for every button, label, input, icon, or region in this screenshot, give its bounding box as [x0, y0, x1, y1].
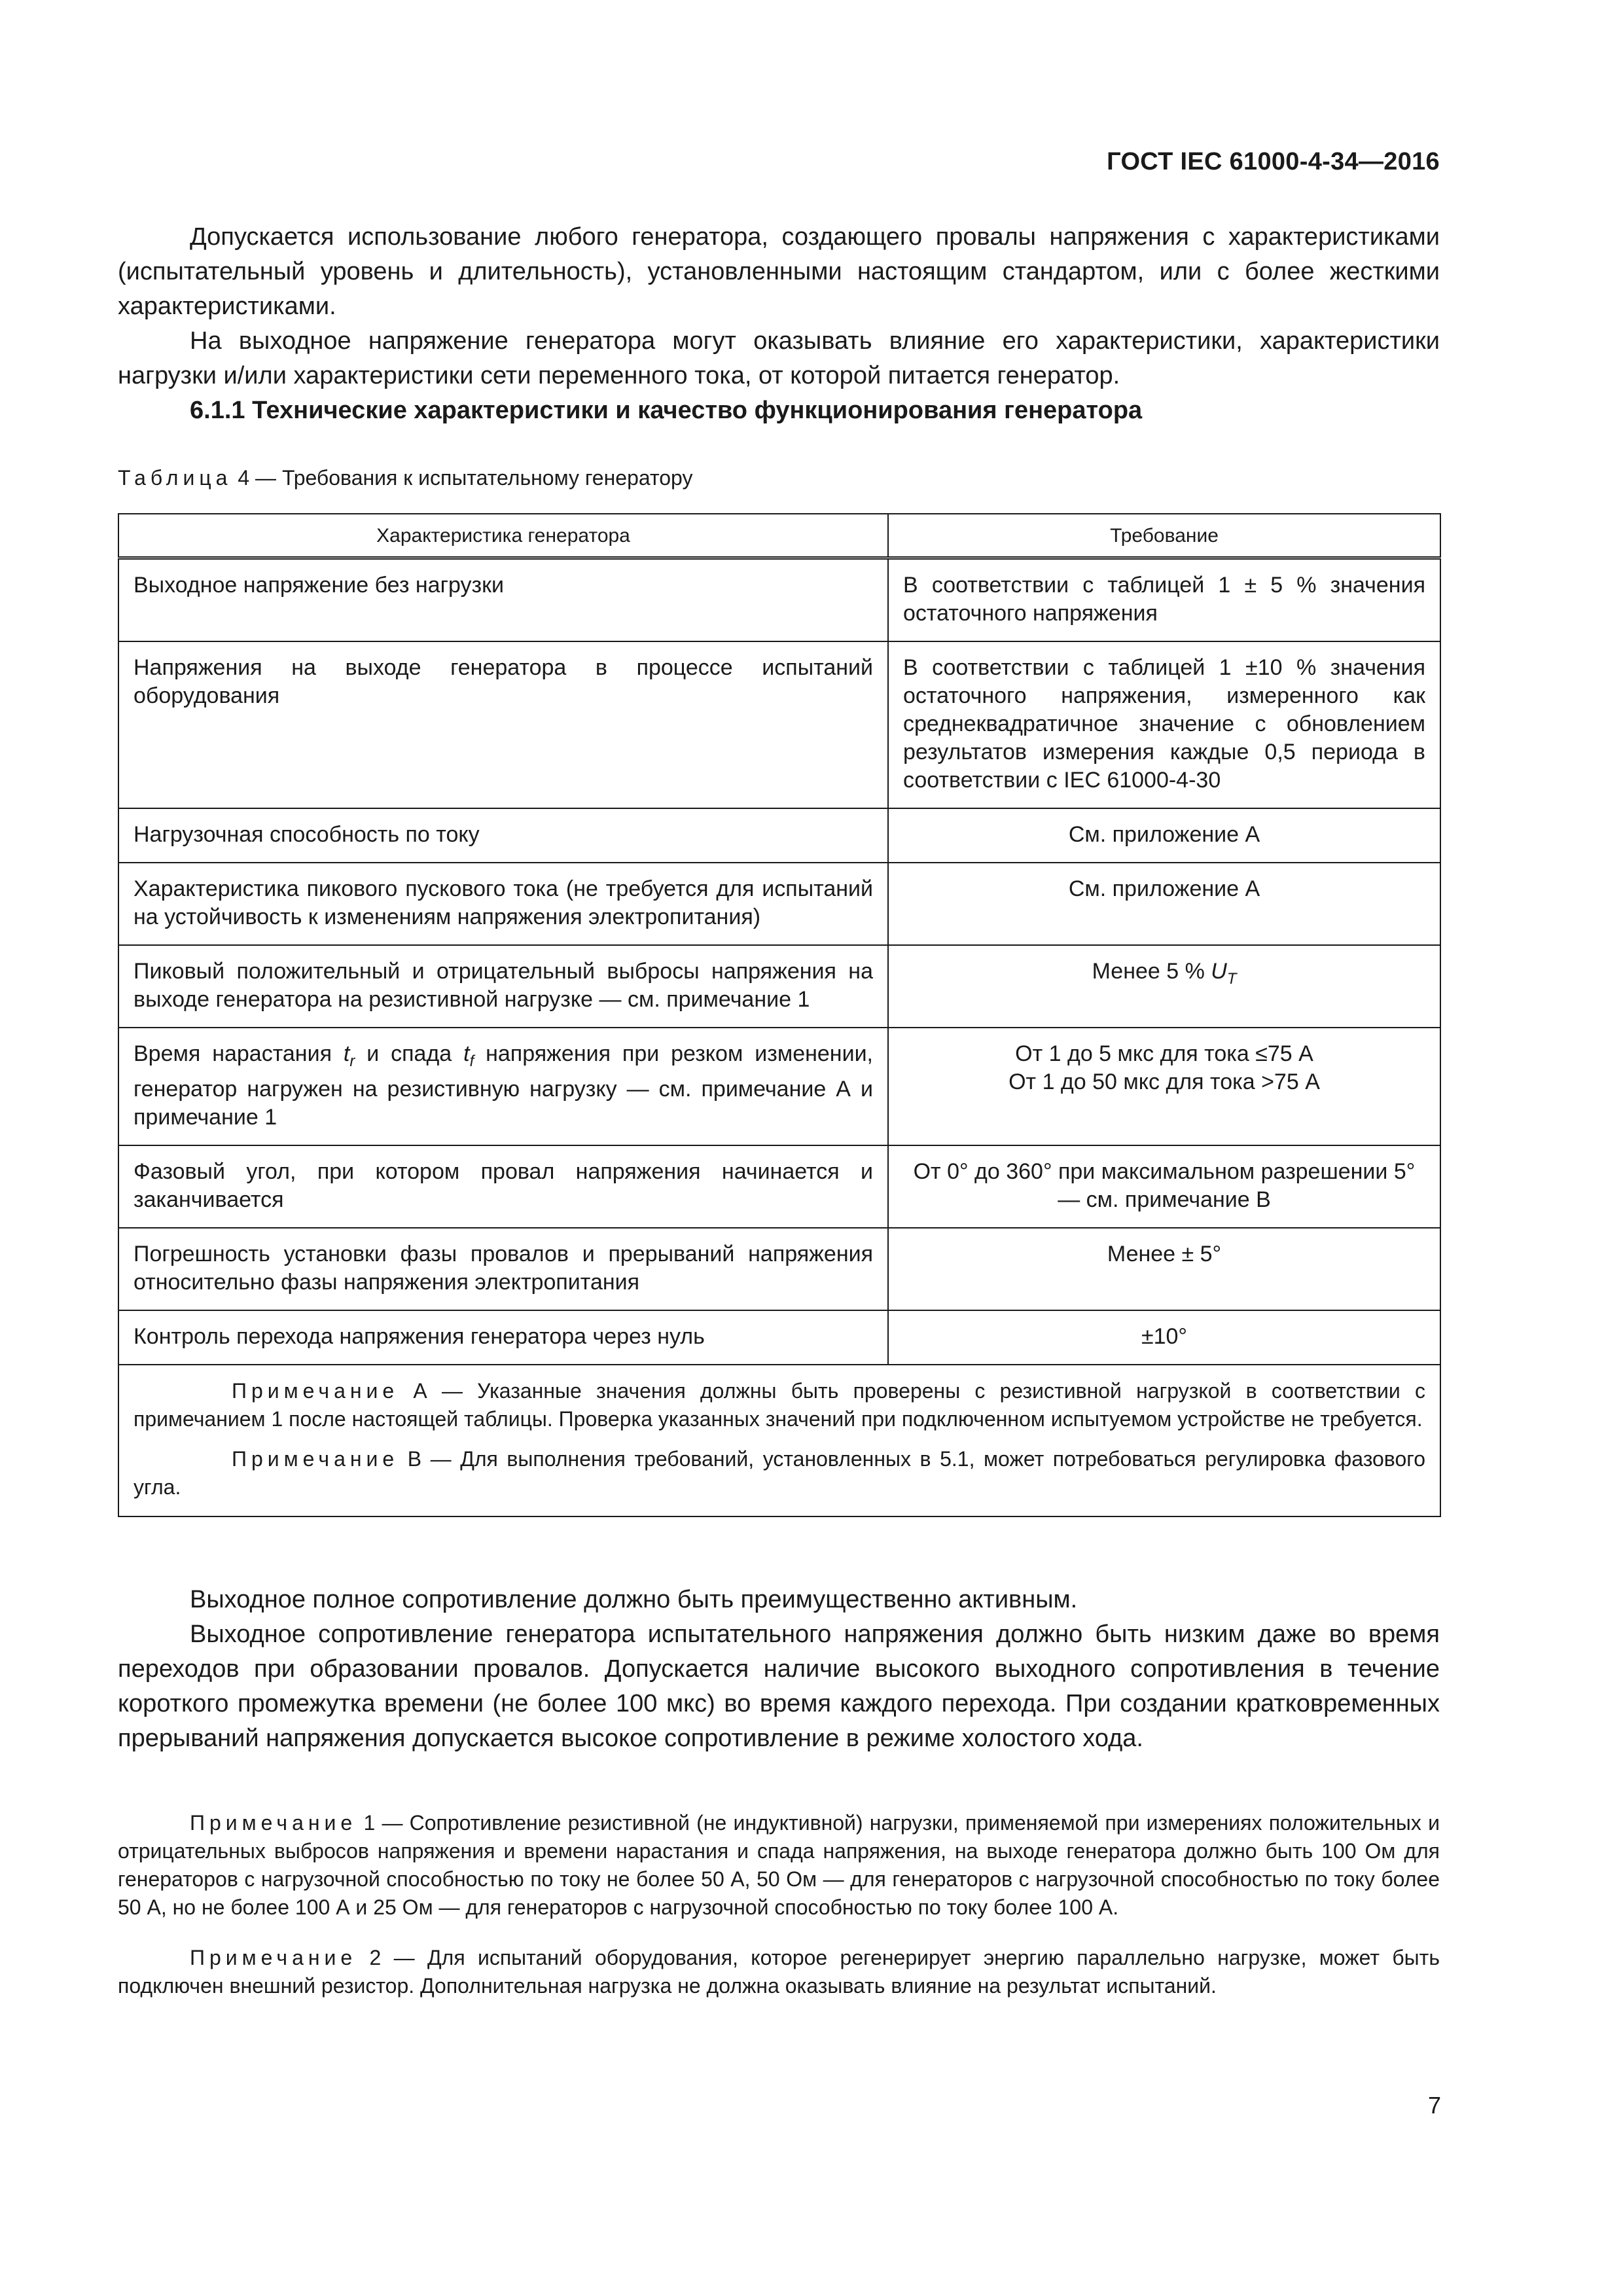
characteristic-cell: Погрешность установки фазы провалов и прерываний напряжения относительно фазы напряжения электропитания [118, 1228, 888, 1310]
column-header-requirement: Требование [888, 514, 1440, 558]
table-header-row [118, 514, 1440, 558]
section-heading [190, 397, 1142, 425]
table-row [118, 863, 1440, 945]
table-caption-text: 4 — Требования к испытательному генератору [238, 466, 693, 490]
table-notes-cell [118, 1365, 1440, 1516]
fall-time-symbol: $t_f$ [463, 1041, 474, 1070]
characteristic-cell: Пиковый положительный и отрицательный выбросы напряжения на выходе генератора на резистивной нагрузке — см. примечание 1 [118, 945, 888, 1028]
requirement-cell: В соответствии с таблицей 1 ±10 % значения остаточного напряжения, измеренного как среднеквадратичное значение с обновлением результатов измерения каждые 0,5 периода в соответствии с IEC 61000-4-30 [888, 641, 1440, 808]
intro-text [118, 220, 1440, 393]
notes-block [118, 1809, 1440, 2022]
table-row [118, 1028, 1440, 1145]
characteristic-cell: Контроль перехода напряжения генератора через нуль [118, 1310, 888, 1365]
intro-paragraph-1: Допускается использование любого генератора, создающего провалы напряжения с характеристиками (испытательный уровень и длительность), установленными настоящим стандартом, или с более жесткими характеристиками. [118, 223, 1440, 320]
requirements-table [118, 513, 1441, 1517]
characteristic-cell: Время нарастания $t_r$ и спада $t_f$ напряжения при резком изменении, генератор нагружен на резистивную нагрузку — см. примечание А и примечание 1 [118, 1028, 888, 1145]
body-text-after-table [118, 1583, 1440, 1756]
table-caption-word: Таблица [118, 466, 232, 490]
requirement-cell: См. приложение А [888, 808, 1440, 863]
page-number: 7 [1427, 2092, 1441, 2119]
requirement-cell: Менее ± 5° [888, 1228, 1440, 1310]
requirement-cell: ±10° [888, 1310, 1440, 1365]
table-note-a: Примечание А — Указанные значения должны быть проверены с резистивной нагрузкой в соответствии с примечанием 1 после настоящей таблицы. Проверка указанных значений при подключенном испытуемом устройстве не требуется. [134, 1378, 1425, 1431]
section-number: 6.1.1 [190, 397, 245, 424]
table-caption [118, 466, 692, 490]
voltage-symbol: $U_T$ [1211, 959, 1237, 988]
section-title: Технические характеристики и качество функционирования генератора [252, 397, 1143, 424]
table-row [118, 1228, 1440, 1310]
column-header-characteristic: Характеристика генератора [118, 514, 888, 558]
requirement-cell [888, 1028, 1440, 1145]
characteristic-cell: Характеристика пикового пускового тока (не требуется для испытаний на устойчивость к изменениям напряжения электропитания) [118, 863, 888, 945]
characteristic-cell: Фазовый угол, при котором провал напряжения начинается и заканчивается [118, 1145, 888, 1228]
table-row [118, 1310, 1440, 1365]
table-row [118, 641, 1440, 808]
requirement-line-1: От 1 до 5 мкс для тока ≤75 А [1015, 1041, 1313, 1066]
requirement-text: Менее 5 % [1092, 959, 1205, 984]
characteristic-cell: Нагрузочная способность по току [118, 808, 888, 863]
intro-paragraph-2: На выходное напряжение генератора могут оказывать влияние его характеристики, характеристики нагрузки и/или характеристики сети переменного тока, от которой питается генератор. [118, 327, 1440, 389]
table-note-b: Примечание В — Для выполнения требований, установленных в 5.1, может потребоваться регулировка фазового угла. [134, 1446, 1425, 1499]
table-notes-row [118, 1365, 1440, 1516]
requirement-cell: См. приложение А [888, 863, 1440, 945]
table-row [118, 945, 1440, 1028]
requirement-cell: В соответствии с таблицей 1 ± 5 % значения остаточного напряжения [888, 558, 1440, 642]
table-row [118, 808, 1440, 863]
after-paragraph-2: Выходное сопротивление генератора испытательного напряжения должно быть низким даже во время переходов при образовании провалов. Допускается наличие высокого выходного сопротивления в течение короткого промежутка времени (не более 100 мкс) во время каждого перехода. При создании кратковременных прерываний напряжения допускается высокое сопротивление в режиме холостого хода. [118, 1621, 1440, 1752]
table-row [118, 1145, 1440, 1228]
requirement-line-2: От 1 до 50 мкс для тока >75 А [1008, 1069, 1320, 1094]
characteristic-cell: Напряжения на выходе генератора в процессе испытаний оборудования [118, 641, 888, 808]
document-code-header: ГОСТ IEC 61000-4-34—2016 [1107, 148, 1440, 175]
rise-time-symbol: $t_r$ [343, 1041, 355, 1070]
requirement-cell [888, 945, 1440, 1028]
note-2: Примечание 2 — Для испытаний оборудования, которое регенерирует энергию параллельно нагрузке, может быть подключен внешний резистор. Дополнительная нагрузка не должна оказывать влияние на результат испытаний. [118, 1946, 1440, 1998]
after-paragraph-1: Выходное полное сопротивление должно быть преимущественно активным. [190, 1586, 1078, 1613]
requirement-cell: От 0° до 360° при максимальном разрешении 5° — см. примечание В [888, 1145, 1440, 1228]
characteristic-cell: Выходное напряжение без нагрузки [118, 558, 888, 642]
note-1: Примечание 1 — Сопротивление резистивной (не индуктивной) нагрузки, применяемой при измерениях положительных и отрицательных выбросов напряжения и времени нарастания и спада напряжения, на выходе генератора должно быть 100 Ом для генераторов с нагрузочной способностью по току не более 50 А, 50 Ом — для генераторов с нагрузочной способностью по току более 50 А, но не более 100 А и 25 Ом — для генераторов с нагрузочной способностью по току более 100 А. [118, 1811, 1440, 1919]
table-row [118, 558, 1440, 642]
